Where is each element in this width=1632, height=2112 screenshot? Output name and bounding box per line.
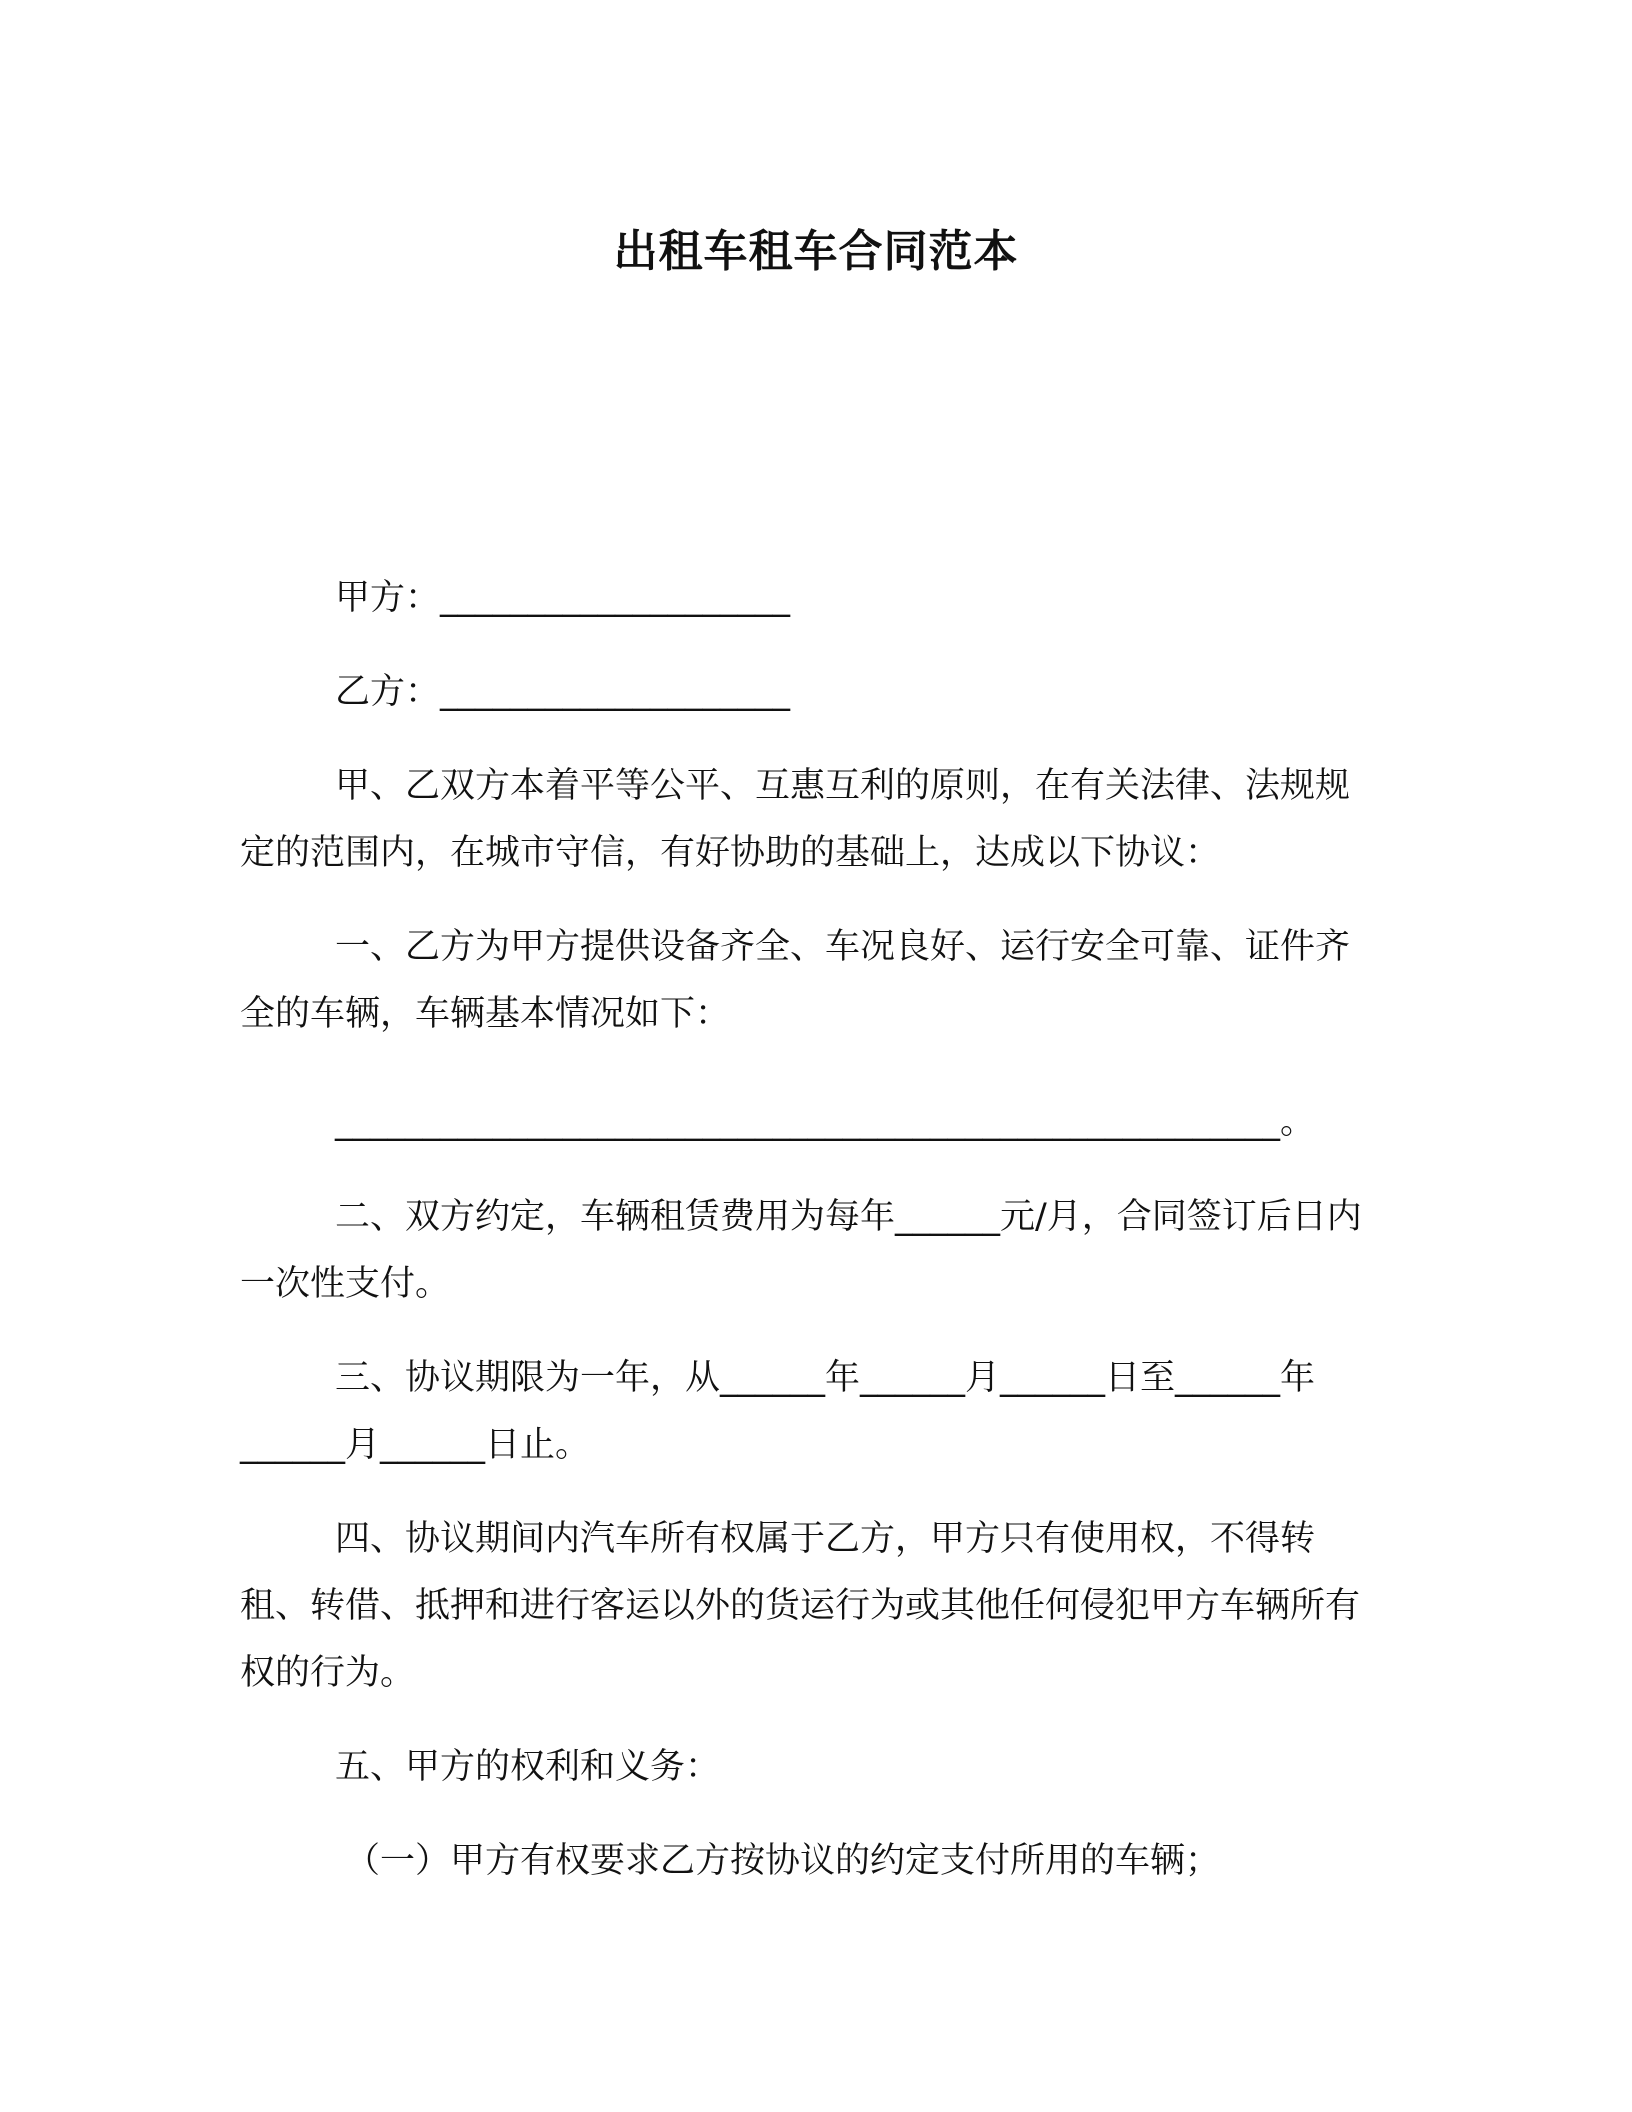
clause-1-paragraph: 一、乙方为甲方提供设备齐全、车况良好、运行安全可靠、证件齐全的车辆，车辆基本情况如下：	[240, 927, 1351, 1034]
clause-5-heading: 五、甲方的权利和义务：	[335, 1747, 721, 1787]
clause-5-item-1: （一）甲方有权要求乙方按协议的约定支付所用的车辆；	[345, 1841, 1221, 1881]
party-a-line: 甲方：____________________	[335, 578, 791, 618]
party-b-line: 乙方：____________________	[335, 672, 791, 712]
document-body	[240, 565, 1370, 1922]
document-title: 出租车租车合同范本	[613, 226, 1019, 277]
clause-4-paragraph: 四、协议期间内汽车所有权属于乙方，甲方只有使用权，不得转租、转借、抵押和进行客运以外的货运行为或其他任何侵犯甲方车辆所有权的行为。	[240, 1519, 1361, 1693]
clause-2-paragraph: 二、双方约定，车辆租赁费用为每年______元/月，合同签订后日内一次性支付。	[240, 1197, 1362, 1304]
vehicle-details-blank: ______________________________________________________。	[335, 1102, 1316, 1142]
preamble-paragraph: 甲、乙双方本着平等公平、互惠互利的原则，在有关法律、法规规定的范围内，在城市守信，有好协助的基础上，达成以下协议：	[240, 766, 1351, 873]
clause-3-paragraph: 三、协议期限为一年，从______年______月______日至______年______月______日止。	[240, 1358, 1316, 1465]
